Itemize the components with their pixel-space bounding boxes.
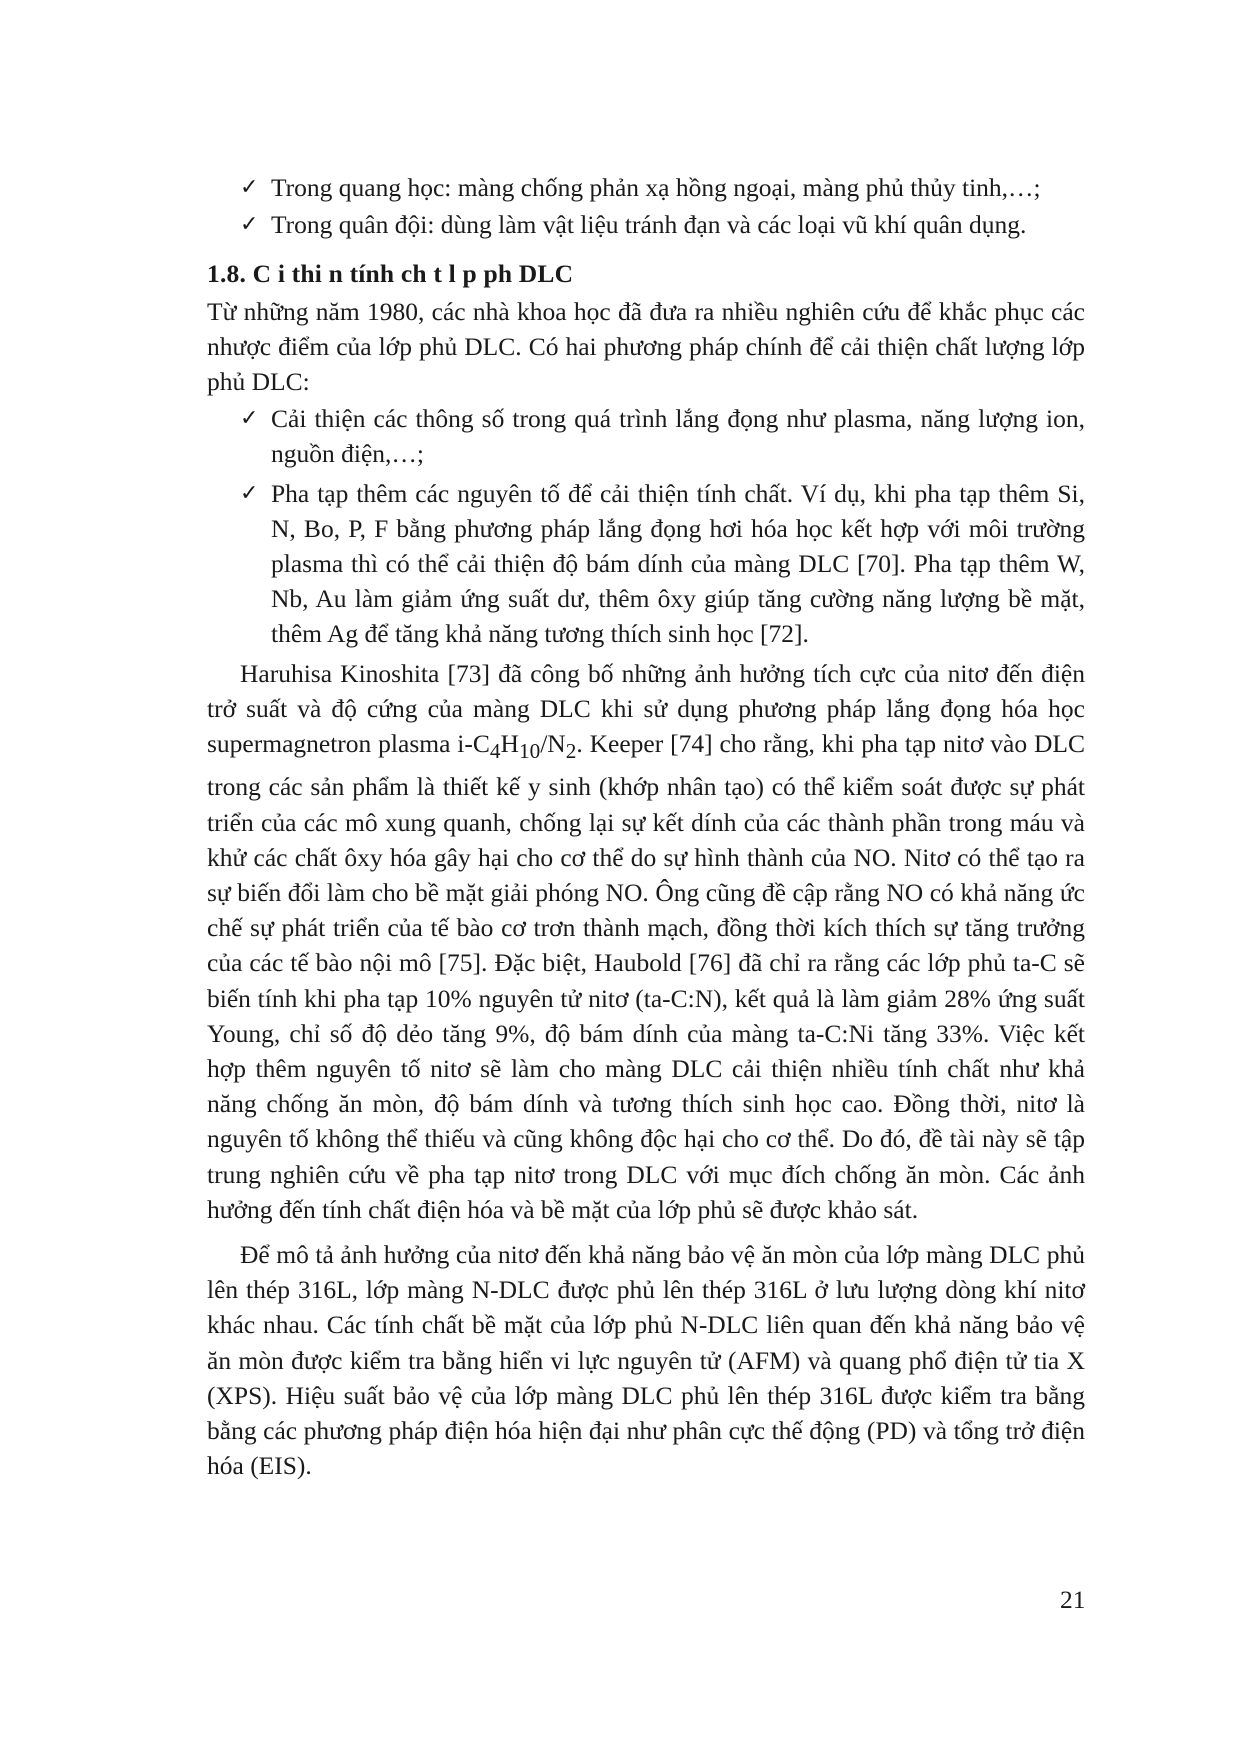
formula-text: H <box>500 729 519 759</box>
formula-subscript: 10 <box>518 739 541 764</box>
formula-subscript: 2 <box>565 739 577 764</box>
intro-paragraph: Từ những năm 1980, các nhà khoa học đã đưa ra nhiều nghiên cứu để khắc phục các nhược điểm của lớp phủ DLC. Có hai phương pháp chính để cải thiện chất lượng lớp phủ DLC: <box>207 296 1085 397</box>
body-paragraph-nitrogen-effects <box>207 656 1085 1227</box>
bullet-text: Pha tạp thêm các nguyên tố để cải thiện tính chất. Ví dụ, khi pha tạp thêm Si, N, Bo, P, F bằng phương pháp lắng đọng hơi hóa học kết hợp với môi trường plasma thì có thể cải thiện độ bám dính của màng DLC [70]. Pha tạp thêm W, Nb, Au làm giảm ứng suất dư, thêm ôxy giúp tăng cường năng lượng bề mặt, thêm Ag để tăng khả năng tương thích sinh học [72]. <box>271 478 1085 649</box>
formula-subscript: 4 <box>489 739 501 764</box>
paragraph-text: . Keeper [74] cho rằng, khi pha tạp nitơ vào DLC trong các sản phẩm là thiết kế y sinh (khớp nhân tạo) có thể kiểm soát được sự phát triển của các mô xung quanh, chống lại sự kết dính của các thành phần trong máu và khử các chất ôxy hóa gây hại cho cơ thể do sự hình thành của NO. Nitơ có thể tạo ra sự biến đổi làm cho bề mặt giải phóng NO. Ông cũng đề cập rằng NO có khả năng ức chế sự phát triển của tế bào cơ trơn thành mạch, đồng thời kích thích sự tăng trưởng của các tế bào nội mô [75]. Đặc biệt, Haubold [76] đã chỉ ra rằng các lớp phủ ta-C sẽ biến tính khi pha tạp 10% nguyên tử nitơ (ta-C:N), kết quả là làm giảm 28% ứng suất Young, chỉ số độ dẻo tăng 9%, độ bám dính của màng ta-C:Ni tăng 33%. Việc kết hợp thêm nguyên tố nitơ sẽ làm cho màng DLC cải thiện nhiều tính chất như khả năng chống ăn mòn, độ bám dính và tương thích sinh học cao. Đồng thời, nitơ là nguyên tố không thể thiếu và cũng không độc hại cho cơ thể. Do đó, đề tài này sẽ tập trung nghiên cứu về pha tạp nitơ trong DLC với mục đích chống ăn mòn. Các ảnh hưởng đến tính chất điện hóa và bề mặt của lớp phủ sẽ được khảo sát. <box>207 729 1085 1224</box>
body-paragraph-study-description: Để mô tả ảnh hưởng của nitơ đến khả năng bảo vệ ăn mòn của lớp màng DLC phủ lên thép 316L, lớp màng N-DLC được phủ lên thép 316L ở lưu lượng dòng khí nitơ khác nhau. Các tính chất bề mặt của lớp phủ N-DLC liên quan đến khả năng bảo vệ ăn mòn được kiểm tra bằng hiển vi lực nguyên tử (AFM) và quang phổ điện tử tia X (XPS). Hiệu suất bảo vệ của lớp màng DLC phủ lên thép 316L được kiểm tra bằng bằng các phương pháp điện hóa hiện đại như phân cực thế động (PD) và tổng trở điện hóa (EIS). <box>207 1239 1085 1481</box>
paragraph-text: Haruhisa Kinoshita [73] đã công bố những ảnh hưởng tích cực của nitơ đến điện trở suất và độ cứng của màng DLC khi sử dụng phương pháp lắng đọng hóa học supermagnetron plasma i-C <box>207 658 1085 759</box>
bullet-text: Cải thiện các thông số trong quá trình lắng đọng như plasma, năng lượng ion, nguồn điện,…; <box>271 404 1085 469</box>
checkmark-icon: ✓ <box>240 175 259 200</box>
bullet-item-optics <box>207 170 1085 205</box>
method-bullet-list <box>207 401 1085 651</box>
bullet-item-doping <box>207 476 1085 652</box>
bullet-item-deposition-parameters <box>207 401 1085 471</box>
application-bullet-list <box>207 170 1085 242</box>
bullet-text: Trong quân đội: dùng làm vật liệu tránh đạn và các loại vũ khí quân dụng. <box>271 210 1027 240</box>
page-body <box>207 170 1085 1483</box>
formula-text: /N <box>540 729 566 759</box>
section-heading: 1.8. C i thi n tính ch t l p ph DLC <box>207 259 574 289</box>
checkmark-icon: ✓ <box>240 406 259 432</box>
bullet-item-military <box>207 207 1085 242</box>
page-number: 21 <box>1060 1585 1086 1614</box>
checkmark-icon: ✓ <box>240 212 259 238</box>
checkmark-icon: ✓ <box>240 480 259 506</box>
bullet-text: Trong quang học: màng chống phản xạ hồng ngoại, màng phủ thủy tinh,…; <box>271 173 1041 202</box>
